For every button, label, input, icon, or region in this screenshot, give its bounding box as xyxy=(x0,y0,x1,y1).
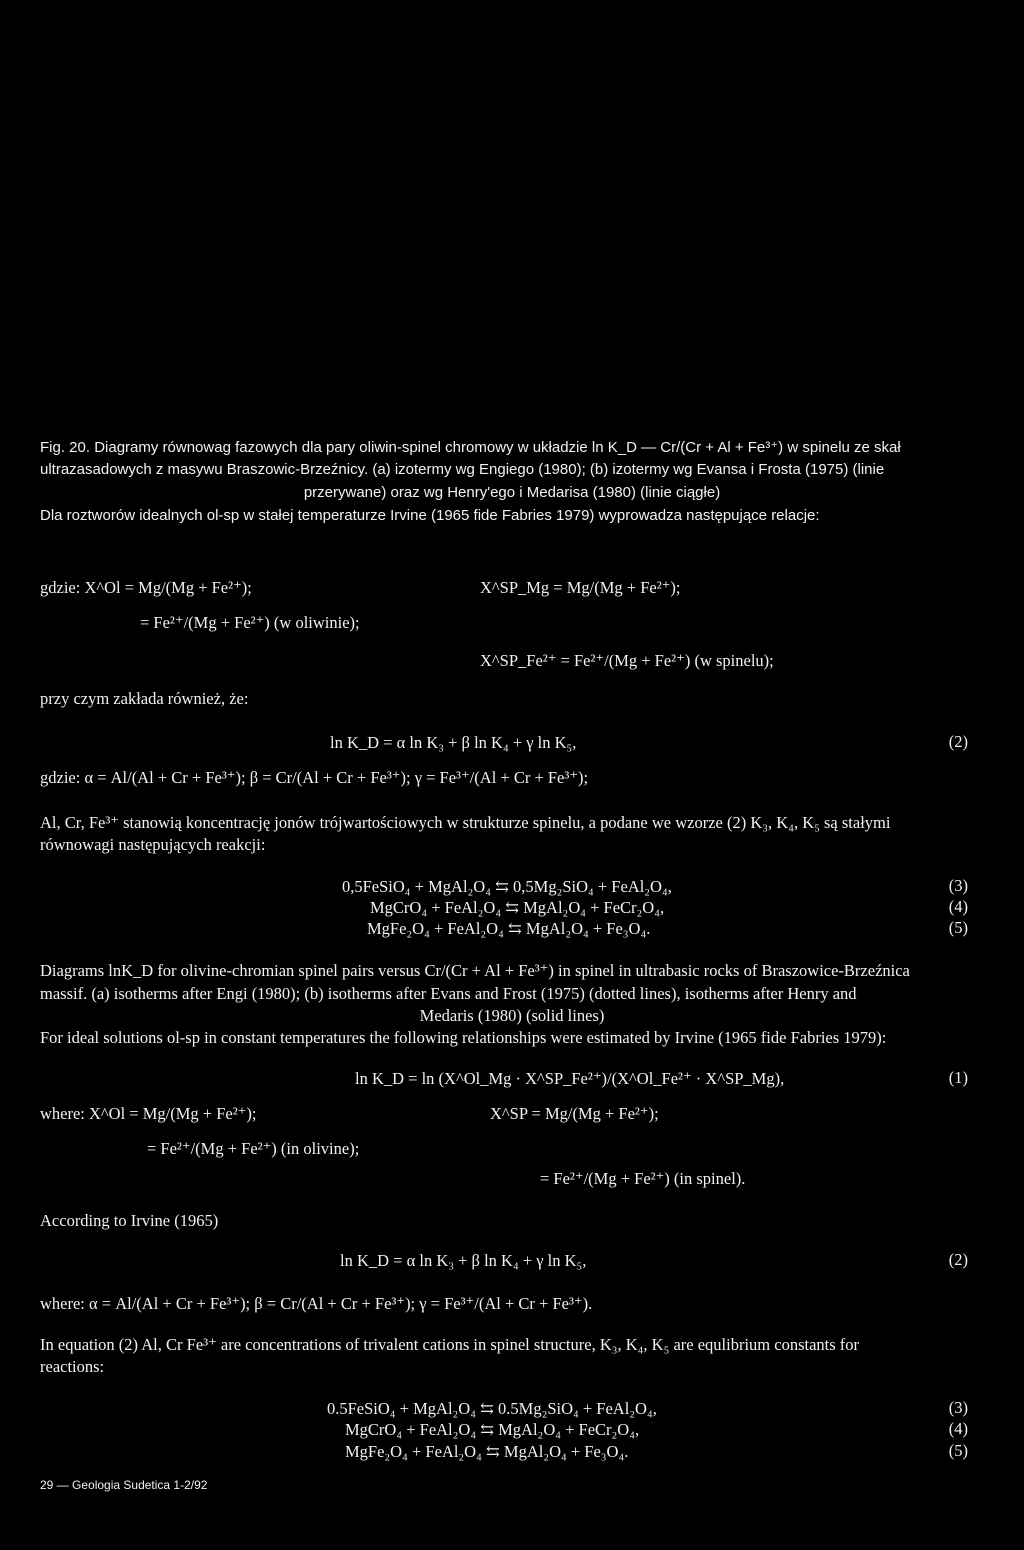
reaction-pl-5: MgFe₂O₄ + FeAl₂O₄ ⇆ MgAl₂O₄ + Fe₃O₄. xyxy=(367,919,651,938)
def-en-xsp-fe: = Fe²⁺/(Mg + Fe²⁺) (in spinel). xyxy=(540,1169,746,1188)
def-pl-xol-mg: gdzie: X^Ol = Mg/(Mg + Fe²⁺); xyxy=(40,578,252,597)
reaction-en-4-number: (4) xyxy=(948,1419,968,1438)
def-en-according: According to Irvine (1965) xyxy=(40,1211,219,1230)
reaction-pl-3-number: (3) xyxy=(948,876,968,895)
caption-en-line3: Medaris (1980) (solid lines) xyxy=(419,1006,605,1025)
page-footer: 29 — Geologia Sudetica 1-2/92 xyxy=(40,1478,208,1492)
reaction-pl-5-number: (5) xyxy=(948,918,968,937)
eq2-en-number: (2) xyxy=(948,1250,968,1269)
caption-pl-line3: przerywane) oraz wg Henry'ego i Medarisa (1980) (linie ciągłe) xyxy=(303,484,721,501)
reaction-en-3-number: (3) xyxy=(948,1398,968,1417)
reaction-pl-4-number: (4) xyxy=(948,897,968,916)
eq2-en: ln K_D = α ln K₃ + β ln K₄ + γ ln K₅, xyxy=(340,1251,587,1270)
para-en-line2: reactions: xyxy=(40,1357,105,1376)
caption-pl-line1: Fig. 20. Diagramy równowag fazowych dla pary oliwin-spinel chromowy w układzie ln K_D — Cr/(Cr + Al + Fe³⁺) w spinelu ze skał xyxy=(40,439,901,456)
where-greek-pl: gdzie: α = Al/(Al + Cr + Fe³⁺); β = Cr/(Al + Cr + Fe³⁺); γ = Fe³⁺/(Al + Cr + Fe³⁺); xyxy=(40,768,589,787)
eq2-pl: ln K_D = α ln K₃ + β ln K₄ + γ ln K₅, xyxy=(330,733,577,752)
caption-pl-line2: ultrazasadowych z masywu Braszowic-Brzeźnicy. (a) izotermy wg Engiego (1980); (b) izotermy wg Evansa i Frosta (1975) (linie xyxy=(40,461,885,478)
caption-pl-line4: Dla roztworów idealnych ol-sp w stałej temperaturze Irvine (1965 fide Fabries 1979) wyprowadza następujące relacje: xyxy=(40,507,820,524)
def-pl-xol-fe: = Fe²⁺/(Mg + Fe²⁺) (w oliwinie); xyxy=(140,613,360,632)
caption-en-line1: Diagrams lnK_D for olivine-chromian spinel pairs versus Cr/(Cr + Al + Fe³⁺) in spinel in ultrabasic rocks of Braszowice-Brzeźnica xyxy=(40,961,910,980)
eq1-en-number: (1) xyxy=(948,1068,968,1087)
reaction-en-4: MgCrO₄ + FeAl₂O₄ ⇆ MgAl₂O₄ + FeCr₂O₄, xyxy=(345,1420,640,1439)
reaction-pl-3: 0,5FeSiO₄ + MgAl₂O₄ ⇆ 0,5Mg₂SiO₄ + FeAl₂O₄, xyxy=(342,877,672,896)
def-en-xol-mg: where: X^Ol = Mg/(Mg + Fe²⁺); xyxy=(40,1104,257,1123)
reaction-en-5: MgFe₂O₄ + FeAl₂O₄ ⇆ MgAl₂O₄ + Fe₃O₄. xyxy=(345,1442,629,1461)
def-en-xsp-mg: X^SP = Mg/(Mg + Fe²⁺); xyxy=(490,1104,659,1123)
para-pl-line1: Al, Cr, Fe³⁺ stanowią koncentrację jonów trójwartościowych w strukturze spinelu, a podane we wzorze (2) K₃, K₄, K₅ są stałymi xyxy=(40,813,891,832)
reaction-pl-4: MgCrO₄ + FeAl₂O₄ ⇆ MgAl₂O₄ + FeCr₂O₄, xyxy=(370,898,665,917)
eq2-pl-number: (2) xyxy=(948,732,968,751)
para-pl-line2: równowagi następujących reakcji: xyxy=(40,835,266,854)
eq1-en: ln K_D = ln (X^Ol_Mg · X^SP_Fe²⁺)/(X^Ol_Fe²⁺ · X^SP_Mg), xyxy=(355,1069,785,1088)
reaction-en-3: 0.5FeSiO₄ + MgAl₂O₄ ⇆ 0.5Mg₂SiO₄ + FeAl₂O₄, xyxy=(327,1399,657,1418)
def-pl-xsp-mg: X^SP_Mg = Mg/(Mg + Fe²⁺); xyxy=(480,578,681,597)
def-pl-assume: przy czym zakłada również, że: xyxy=(40,689,249,708)
para-en-line1: In equation (2) Al, Cr Fe³⁺ are concentrations of trivalent cations in spinel structure, K₃, K₄, K₅ are equlibrium constants for xyxy=(40,1335,860,1354)
reaction-en-5-number: (5) xyxy=(948,1441,968,1460)
caption-en-line2: massif. (a) isotherms after Engi (1980); (b) isotherms after Evans and Frost (1975) (dotted lines), isotherms after Henry and xyxy=(40,984,857,1003)
where-greek-en: where: α = Al/(Al + Cr + Fe³⁺); β = Cr/(Al + Cr + Fe³⁺); γ = Fe³⁺/(Al + Cr + Fe³⁺). xyxy=(40,1294,593,1313)
caption-en-line4: For ideal solutions ol-sp in constant temperatures the following relationships were estimated by Irvine (1965 fide Fabries 1979): xyxy=(40,1028,887,1047)
def-pl-xsp-fe: X^SP_Fe²⁺ = Fe²⁺/(Mg + Fe²⁺) (w spinelu); xyxy=(480,651,774,670)
def-en-xol-fe: = Fe²⁺/(Mg + Fe²⁺) (in olivine); xyxy=(147,1139,360,1158)
